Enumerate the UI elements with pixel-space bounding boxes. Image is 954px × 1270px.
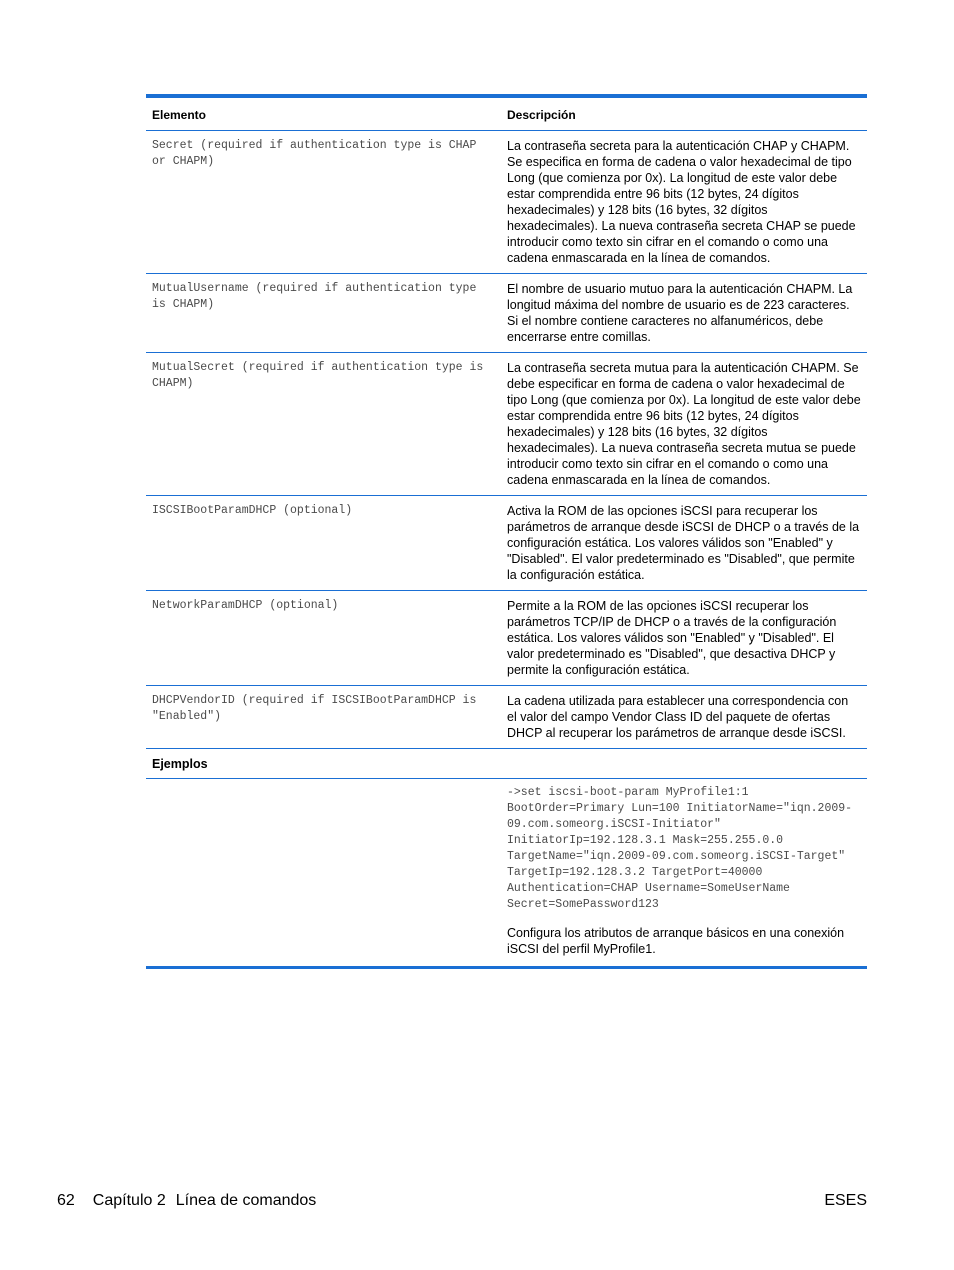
example-cell	[501, 779, 867, 966]
element-cell: Secret (required if authentication type is CHAP or CHAPM)	[152, 139, 484, 168]
page-footer-locale: ESES	[824, 1192, 867, 1209]
element-cell: DHCPVendorID (required if ISCSIBootParamDHCP is "Enabled")	[152, 694, 484, 723]
description-cell: La contraseña secreta para la autenticación CHAP y CHAPM. Se especifica en forma de cadena o valor hexadecimal de tipo Long (que comienza por 0x). La longitud de este valor debe estar comprendida entre 96 bits (12 bytes, 24 dígitos hexadecimales) y 128 bits (16 bytes, 32 dígitos hexadecimales). La nueva contraseña secreta CHAP se puede introducir como texto sin cifrar en el comando o como una cadena enmascarada en la línea de comandos.	[507, 139, 856, 265]
column-header-description: Descripción	[507, 108, 576, 122]
table-row	[146, 131, 867, 274]
parameter-table	[146, 94, 867, 969]
column-header-element: Elemento	[152, 108, 207, 122]
example-description: Configura los atributos de arranque básicos en una conexión iSCSI del perfil MyProfile1.	[507, 926, 845, 956]
element-cell: MutualSecret (required if authentication type is CHAPM)	[152, 361, 491, 390]
element-cell: ISCSIBootParamDHCP (optional)	[152, 504, 353, 517]
table-row	[146, 353, 867, 496]
description-cell: Permite a la ROM de las opciones iSCSI recuperar los parámetros TCP/IP de DHCP o a través de la configuración estática. Los valores válidos son "Enabled" y "Disabled". El valor predeterminado es "Disabled", que desactiva DHCP y permite la configuración estática.	[507, 599, 837, 677]
examples-heading: Ejemplos	[152, 757, 208, 771]
description-cell: La contraseña secreta mutua para la autenticación CHAPM. Se debe especificar en forma de cadena o valor hexadecimal de tipo Long (que comienza por 0x). La longitud de este valor debe estar comprendida entre 96 bits (12 bytes, 24 dígitos hexadecimales) y 128 bits (16 bytes, 32 dígitos hexadecimales). La nueva contraseña secreta mutua se puede introducir como texto sin cifrar en el comando o como una cadena enmascarada en la línea de comandos.	[507, 361, 861, 487]
description-cell: Activa la ROM de las opciones iSCSI para recuperar los parámetros de arranque desde iSCSI de DHCP o a través de la configuración estática. Los valores válidos son "Enabled" y "Disabled". El valor predeterminado es "Disabled", que permite la configuración estática.	[507, 504, 860, 582]
table-header-row	[146, 98, 867, 131]
description-cell: La cadena utilizada para establecer una correspondencia con el valor del campo Vendor Class ID del paquete de ofertas DHCP al recuperar los parámetros de arranque desde iSCSI.	[507, 694, 849, 740]
table-row	[146, 274, 867, 353]
page-number: 62	[57, 1192, 75, 1209]
table-row	[146, 496, 867, 591]
element-cell: MutualUsername (required if authentication type is CHAPM)	[152, 282, 484, 311]
example-command: ->set iscsi-boot-param MyProfile1:1 BootOrder=Primary Lun=100 InitiatorName="iqn.2009-09.com.someorg.iSCSI-Initiator" InitiatorIp=192.128.3.1 Mask=255.255.0.0 TargetName="iqn.2009-09.com.someorg.iSCSI-Target" TargetIp=192.128.3.2 TargetPort=40000 Authentication=CHAP Username=SomeUserName Secret=SomePassword123	[507, 786, 853, 911]
chapter-title: Línea de comandos	[175, 1192, 317, 1209]
example-row	[146, 779, 867, 966]
chapter-label: Capítulo 2	[92, 1192, 166, 1209]
table-row	[146, 591, 867, 686]
element-cell: NetworkParamDHCP (optional)	[152, 599, 339, 612]
examples-section-row	[146, 749, 867, 779]
page-footer-left	[57, 1191, 316, 1211]
table-row	[146, 686, 867, 749]
description-cell: El nombre de usuario mutuo para la autenticación CHAPM. La longitud máxima del nombre de usuario es de 223 caracteres. Si el nombre contiene caracteres no alfanuméricos, debe encerrarse entre comillas.	[507, 282, 853, 344]
